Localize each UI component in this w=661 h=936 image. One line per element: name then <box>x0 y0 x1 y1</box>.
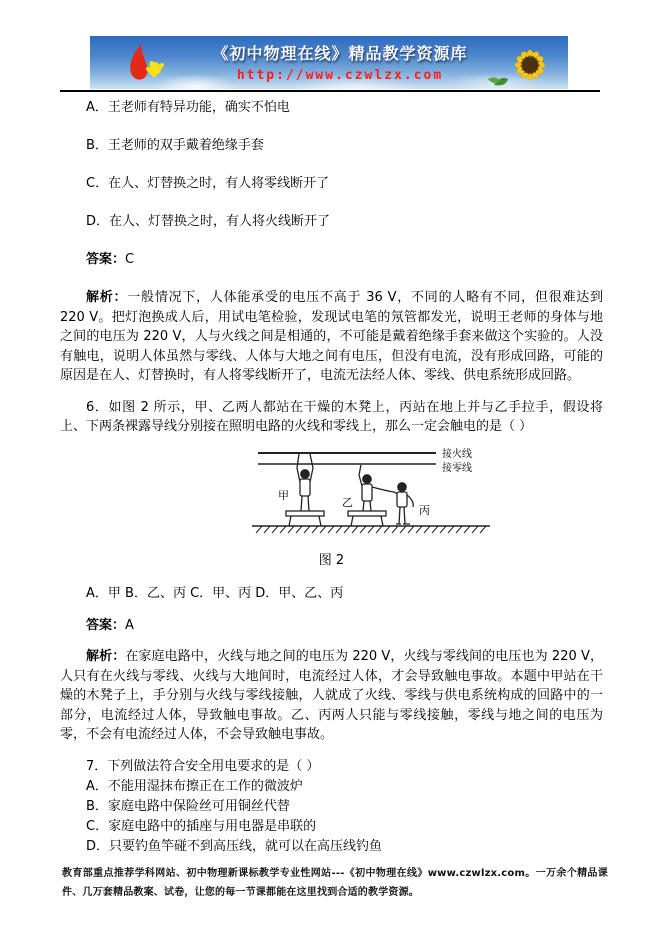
page-footer: 教育部重点推荐学科网站、初中物理新课标教学专业性网站---《初中物理在线》www.czwlzx.com。一万余个精品课件、几万套精品教案、试卷，让您的每一节课都能在这里找到合适的教学资源。 <box>62 868 608 898</box>
q6-answer-line <box>60 616 603 636</box>
header-divider <box>60 90 600 92</box>
q6-question: 6．如图 2 所示，甲、乙两人都站在干燥的木凳上，丙站在地上并与乙手拉手，假设将上、下两条裸露导线分别接在照明电路的火线和零线上，那么一定会触电的是（ ） <box>60 399 603 434</box>
figure-person-bing <box>394 482 413 523</box>
site-title: 《初中物理在线》精品教学资源库 <box>212 44 468 63</box>
q7-option-a: A．不能用湿抹布擦正在工作的微波炉 <box>86 778 303 794</box>
q7-option-b: B．家庭电路中保险丝可用铜丝代替 <box>86 798 290 814</box>
figure-stools <box>286 511 386 526</box>
q5-analysis-label: 解析： <box>86 290 128 305</box>
banner-text-block <box>190 41 490 83</box>
site-logo-icon <box>120 43 172 89</box>
q7-option-d: D．只要钓鱼竿碰不到高压线，就可以在高压线钓鱼 <box>86 838 383 854</box>
q5-option-b: B．王老师的双手戴着绝缘手套 <box>86 138 264 153</box>
site-banner <box>90 36 568 89</box>
q6-analysis <box>60 647 603 745</box>
q5-answer-line <box>60 250 603 270</box>
document-body <box>60 98 603 857</box>
q7-option-c: C．家庭电路中的插座与用电器是串联的 <box>86 818 317 834</box>
figure-person-jia <box>297 454 313 511</box>
q5-option-c: C．在人、灯替换之时，有人将零线断开了 <box>86 176 330 191</box>
q5-option-d: D．在人、灯替换之时，有人将火线断开了 <box>86 214 331 229</box>
site-url-link[interactable]: http://www.czwlzx.com <box>236 68 444 83</box>
q5-answer-value: C <box>125 252 135 267</box>
figure-label-neutral-wire: 接零线 <box>442 462 472 474</box>
q6-analysis-text: 在家庭电路中，火线与地之间的电压为 220 V，火线与零线间的电压也为 220 V，人只有在火线与零线、火线与大地间时，电流经过人体，才会导致触电事故。本题中甲站在干燥的木凳子上，手分别与火线与零线接触，人就成了火线、零线与供电系统构成的回路中的一部分，电流经过人体，导致触电事故。乙、丙两人只能与零线接触，零线与地之间的电压为零，不会有电流经过人体，不会导致触电事故。 <box>60 649 603 742</box>
sunflower-icon <box>486 37 564 89</box>
figure-label-jia: 甲 <box>278 488 289 502</box>
q5-answer-label: 答案： <box>86 252 126 267</box>
q6-answer-value: A <box>125 617 134 633</box>
figure-2-caption: 图 2 <box>318 552 345 568</box>
figure-person-yi <box>359 465 394 511</box>
q5-option-a: A．王老师有特异功能，确实不怕电 <box>86 100 290 115</box>
q6-analysis-label: 解析： <box>86 649 126 664</box>
q5-analysis-text: 一般情况下，人体能承受的电压不高于 36 V，不同的人略有不同，但很难达到 220 V。把灯泡换成人后，用试电笔检验，发现试电笔的氖管都发光，说明王老师的身体与地之间的电压为 220 V，人与火线之间是相通的，不可能是戴着绝缘手套来做这个实验的。人没有触电，说明人体虽然与零线、人体与大地之间有电压，但没有电流，没有形成回路，可能的原因是在人、灯替换时，有人将零线断开了，电流无法经人体、零线、供电系统形成回路。 <box>60 290 603 383</box>
figure-label-bing: 丙 <box>419 503 430 517</box>
q5-analysis <box>60 288 603 386</box>
figure-label-hot-wire: 接火线 <box>442 448 472 460</box>
q7-question: 7．下列做法符合安全用电要求的是（ ） <box>86 758 320 774</box>
figure-label-yi: 乙 <box>342 495 353 509</box>
figure-2-diagram <box>250 443 603 539</box>
q6-options-line: A．甲 B．乙、丙 C．甲、丙 D．甲、乙、丙 <box>86 586 344 601</box>
q6-answer-label: 答案： <box>86 617 126 633</box>
